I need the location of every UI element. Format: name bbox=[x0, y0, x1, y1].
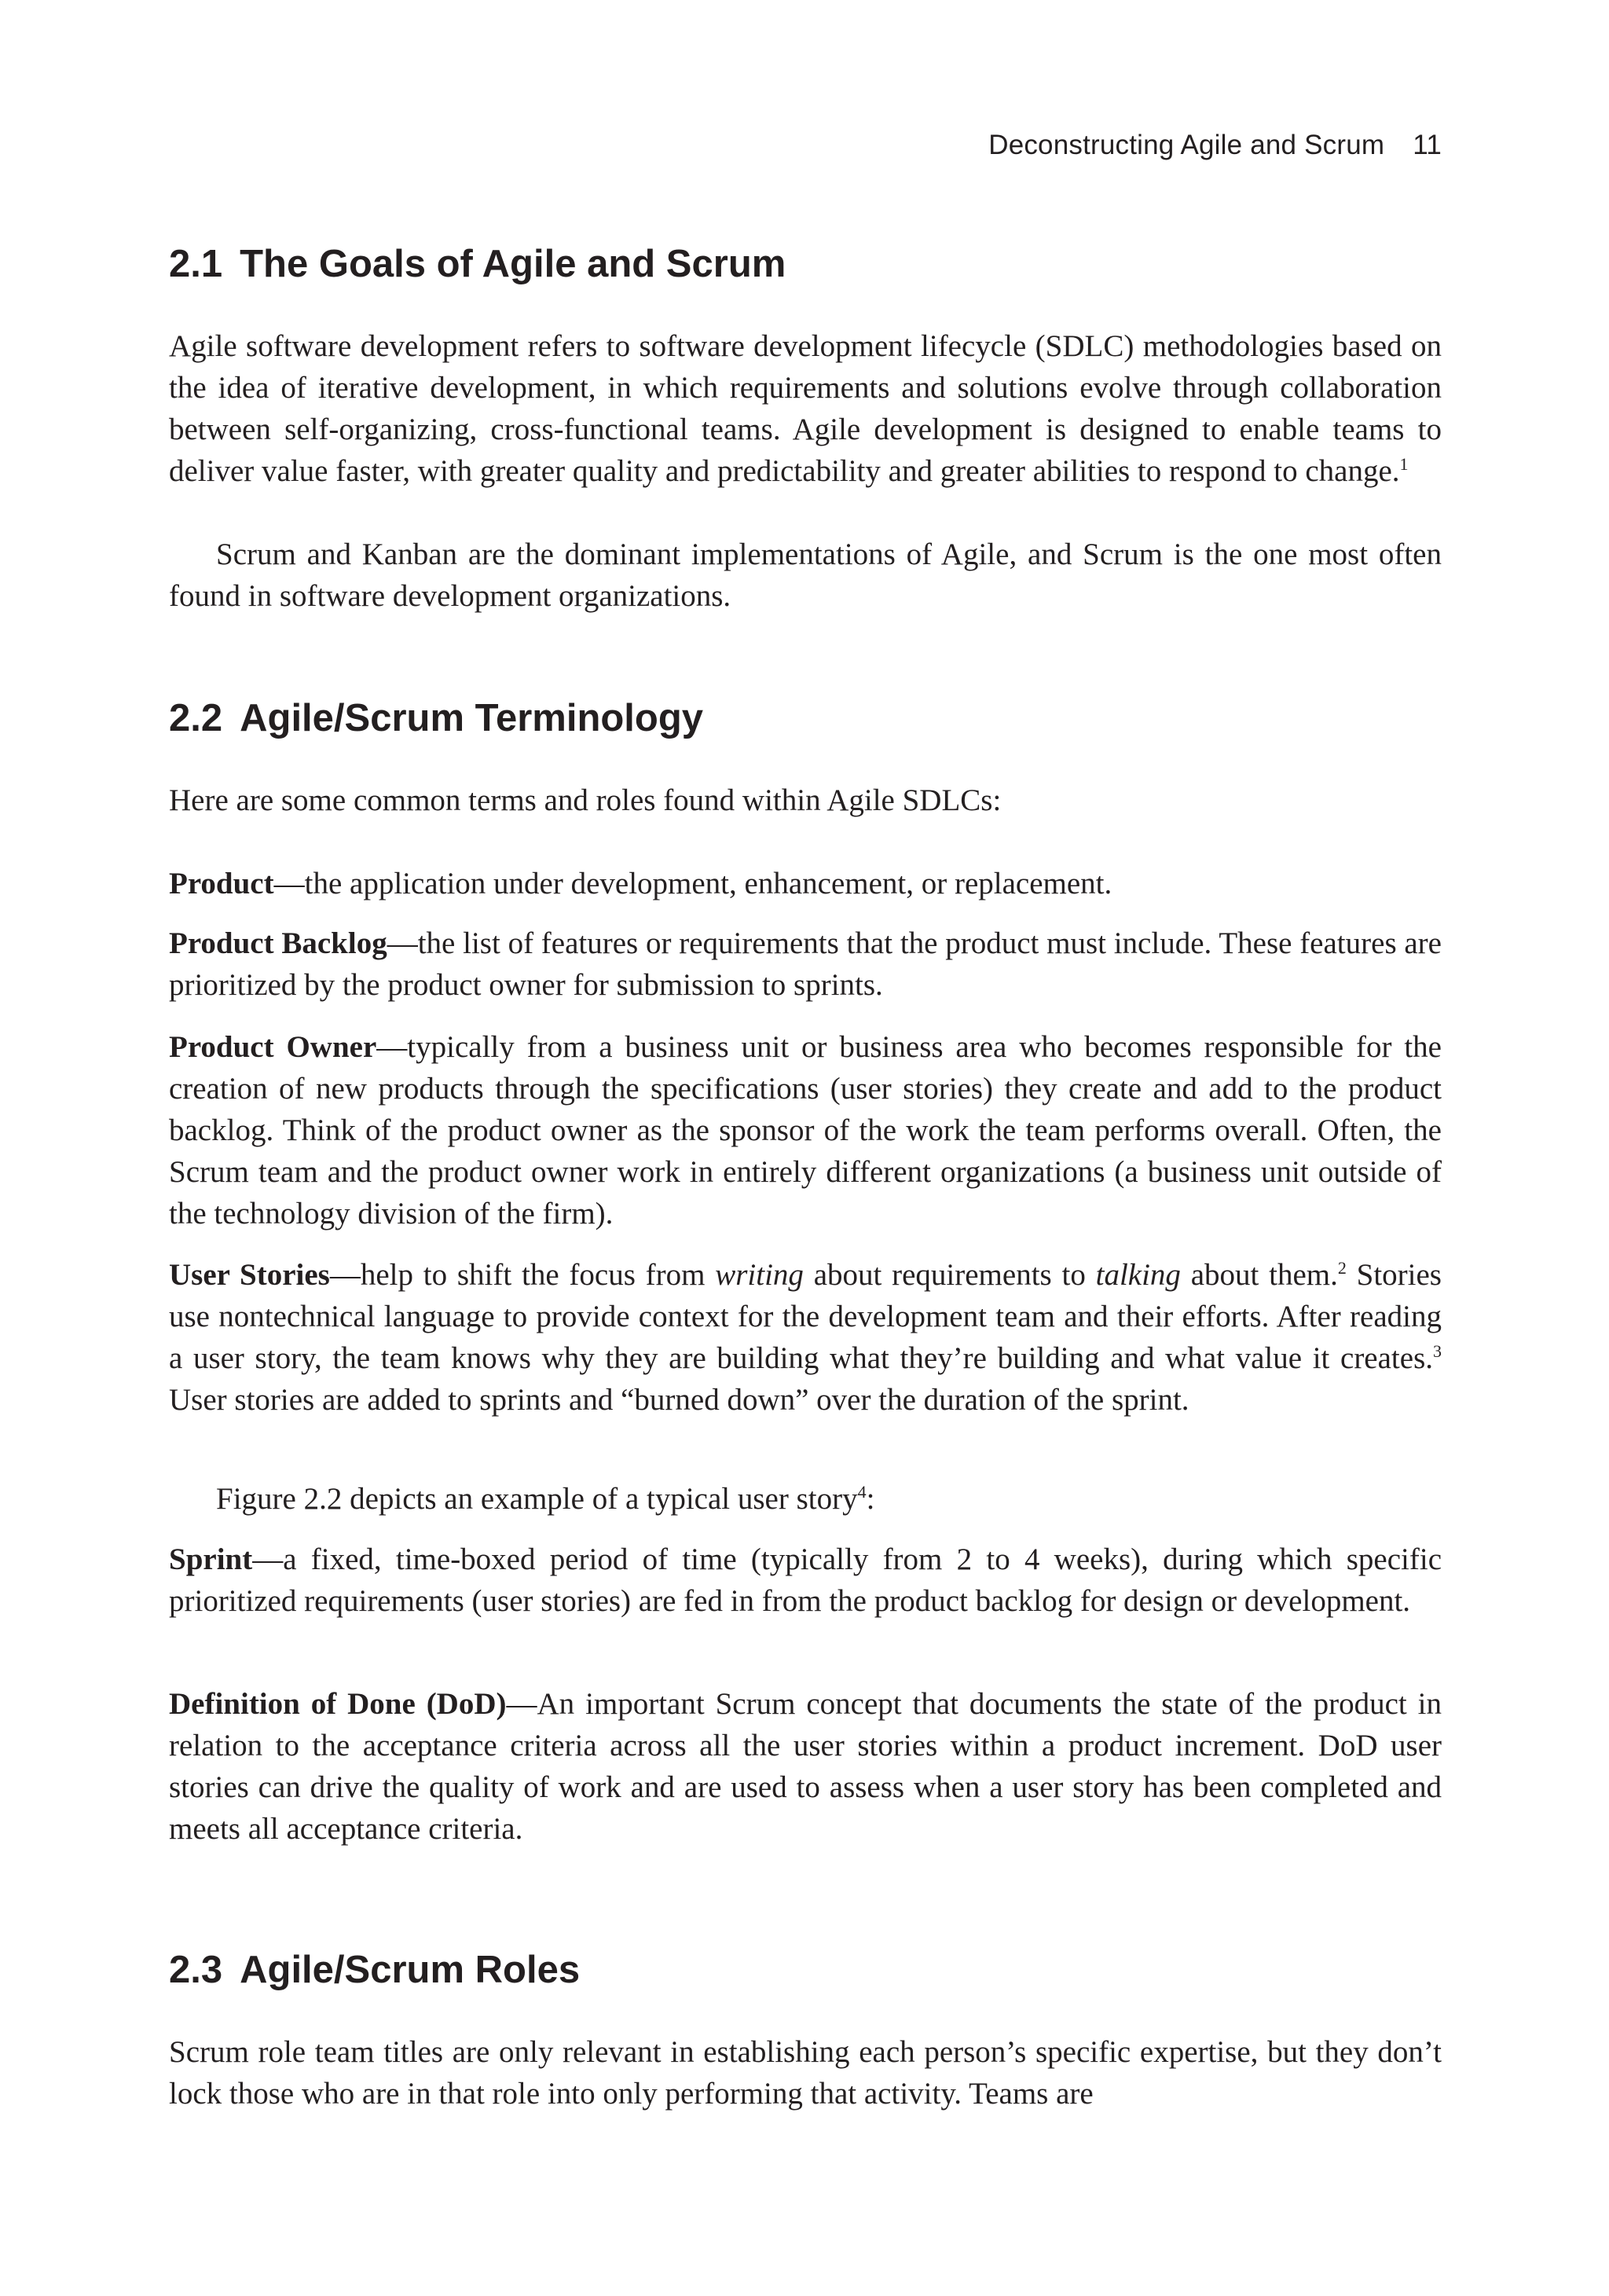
paragraph-text: Agile software development refers to software development lifecycle (SDLC) methodologies based on the idea of iterative development, in which requirements and solutions evolve through collaboration between self-organizing, cross-functional teams. Agile development is designed to enable teams to deliver value faster, with greater quality and predictability and greater abilities to respond to change. bbox=[169, 329, 1442, 488]
section-number: 2.1 bbox=[169, 243, 223, 285]
term-label: User Stories bbox=[169, 1258, 330, 1292]
term-label: Product Owner bbox=[169, 1030, 377, 1064]
section-heading-2-2 bbox=[169, 696, 703, 740]
term-definition-part: about requirements to bbox=[803, 1258, 1096, 1292]
section-heading-2-3 bbox=[169, 1948, 580, 1992]
figure-reference bbox=[169, 1478, 1442, 1520]
term-definition-part: User stories are added to sprints and “burned down” over the duration of the sprint. bbox=[169, 1383, 1189, 1417]
footnote-marker: 1 bbox=[1399, 454, 1409, 474]
section-number: 2.2 bbox=[169, 697, 223, 739]
term-sprint bbox=[169, 1539, 1442, 1622]
paragraph-scrum-roles bbox=[169, 2031, 1442, 2114]
term-label: Product bbox=[169, 867, 274, 900]
paragraph-scrum-kanban bbox=[169, 534, 1442, 617]
page-number: 11 bbox=[1413, 130, 1442, 160]
term-product bbox=[169, 863, 1442, 904]
term-definition-part: about them. bbox=[1180, 1258, 1338, 1292]
term-definition: —the list of features or requirements that the product must include. These features are prioritized by the product owner for submission to sprints. bbox=[169, 926, 1442, 1002]
emphasis-writing: writing bbox=[715, 1258, 804, 1292]
term-label: Definition of Done (DoD) bbox=[169, 1687, 507, 1721]
term-definition: —typically from a business unit or business area who becomes responsible for the creation of new products through the specifications (user stories) they create and add to the product backlog. Think of the product owner as the sponsor of the work the team performs overall. Often, the Scrum team and the product owner work in entirely different organizations (a business unit outside of the technology division of the firm). bbox=[169, 1030, 1442, 1231]
section-heading-2-1 bbox=[169, 242, 786, 286]
term-label: Sprint bbox=[169, 1542, 253, 1576]
section-title: Agile/Scrum Terminology bbox=[240, 697, 704, 739]
section-title: The Goals of Agile and Scrum bbox=[240, 243, 786, 285]
term-definition-of-done bbox=[169, 1683, 1442, 1850]
term-definition: —An important Scrum concept that documents the state of the product in relation to the acceptance criteria across all the user stories within a product increment. DoD user stories can drive the quality of work and are used to assess when a user story has been completed and meets all acceptance criteria. bbox=[169, 1687, 1442, 1846]
paragraph-text: Scrum and Kanban are the dominant implementations of Agile, and Scrum is the one most often found in software development organizations. bbox=[169, 537, 1442, 613]
terminology-intro bbox=[169, 779, 1442, 821]
paragraph-agile-definition bbox=[169, 325, 1442, 492]
running-head bbox=[988, 130, 1442, 161]
paragraph-text: Scrum role team titles are only relevant in establishing each person’s specific expertise, but they don’t lock those who are in that role into only performing that activity. Teams are bbox=[169, 2035, 1442, 2111]
paragraph-text: Here are some common terms and roles found within Agile SDLCs: bbox=[169, 783, 1002, 817]
figure-reference-text: Figure 2.2 depicts an example of a typical user story bbox=[216, 1482, 858, 1516]
term-definition: —the application under development, enhancement, or replacement. bbox=[273, 867, 1112, 900]
term-user-stories bbox=[169, 1254, 1442, 1421]
term-definition: —a fixed, time-boxed period of time (typically from 2 to 4 weeks), during which specific prioritized requirements (user stories) are fed in from the product backlog for design or development. bbox=[169, 1542, 1442, 1618]
footnote-marker: 3 bbox=[1433, 1341, 1442, 1361]
term-product-owner bbox=[169, 1026, 1442, 1234]
section-number: 2.3 bbox=[169, 1949, 223, 1991]
term-product-backlog bbox=[169, 922, 1442, 1006]
term-definition-part: Stories use nontechnical language to provide context for the development team and their efforts. After reading a user story, the team knows why they are building what they’re building and what value it creates. bbox=[169, 1258, 1442, 1375]
term-definition-part: —help to shift the focus from bbox=[329, 1258, 716, 1292]
footnote-marker: 2 bbox=[1337, 1258, 1347, 1278]
footnote-marker: 4 bbox=[857, 1482, 867, 1502]
term-label: Product Backlog bbox=[169, 926, 387, 960]
running-head-title: Deconstructing Agile and Scrum bbox=[988, 130, 1385, 160]
figure-reference-suffix: : bbox=[866, 1482, 875, 1516]
emphasis-talking: talking bbox=[1095, 1258, 1181, 1292]
section-title: Agile/Scrum Roles bbox=[240, 1949, 581, 1991]
